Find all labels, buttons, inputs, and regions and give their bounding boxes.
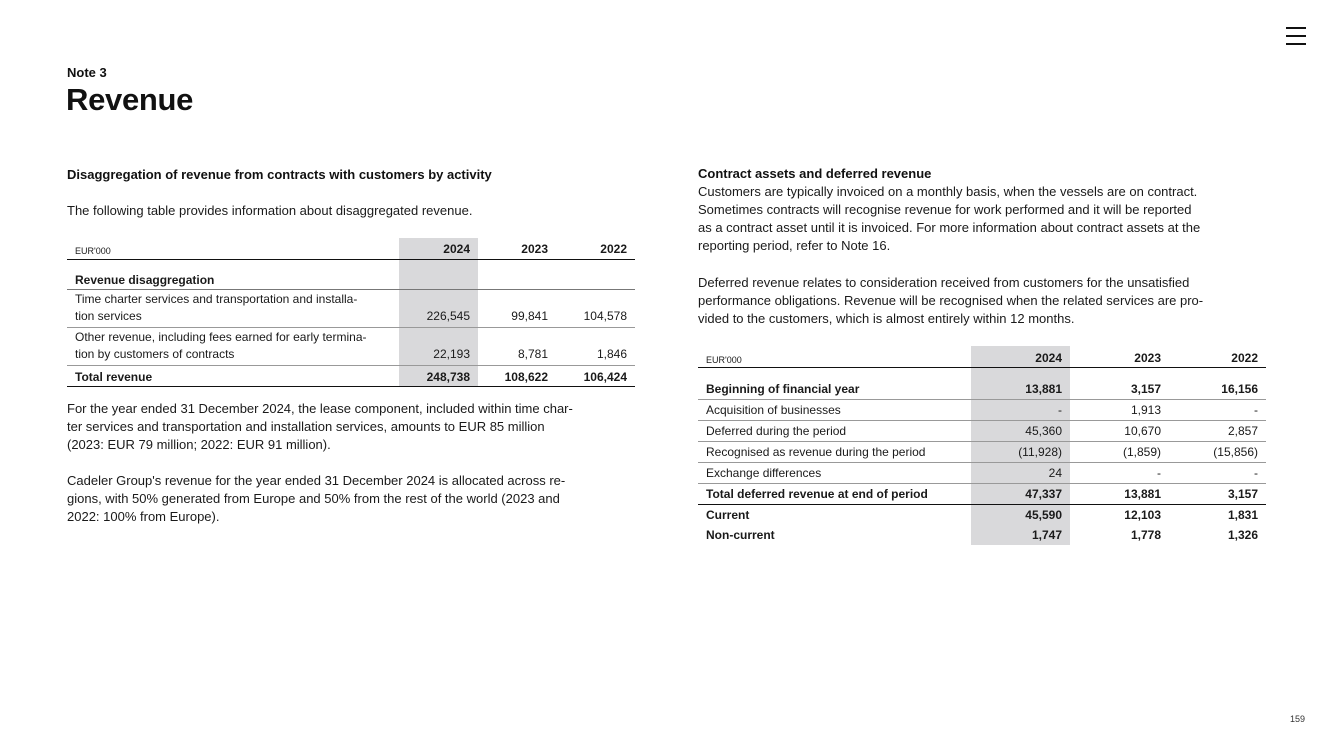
year-header: 2024 xyxy=(399,238,478,259)
contract-assets-text: Customers are typically invoiced on a monthly basis, when the vessels are on contract. Sometimes contracts will recognise revenue for work performed and it will be reported as a contract asset until it is invoiced. For more information about contract assets at the reporting period, refer to Note 16. xyxy=(698,184,1201,253)
table-row xyxy=(698,420,1266,441)
cell-value: 45,360 xyxy=(971,420,1070,441)
cell-value: 45,590 xyxy=(971,504,1070,525)
cell-value: 16,156 xyxy=(1169,367,1266,399)
row-label: Non-current xyxy=(706,528,775,542)
cell-value: 104,578 xyxy=(556,289,635,327)
row-label: Acquisition of businesses xyxy=(698,399,971,420)
year-header: 2023 xyxy=(478,238,556,259)
table-total-row xyxy=(698,483,1266,504)
page-title: Revenue xyxy=(66,82,194,117)
cell-value: 1,846 xyxy=(556,327,635,365)
contract-assets-heading: Contract assets and deferred revenue xyxy=(698,166,932,181)
cell-value: - xyxy=(1070,462,1169,483)
cell-value: 1,747 xyxy=(971,525,1070,545)
cell-value: 1,913 xyxy=(1070,399,1169,420)
cell-value: 22,193 xyxy=(399,327,478,365)
cell-value: 3,157 xyxy=(1070,367,1169,399)
row-label: Beginning of financial year xyxy=(698,367,971,399)
revenue-intro-text: The following table provides information about disaggregated revenue. xyxy=(67,203,473,218)
revenue-disaggregation-table xyxy=(67,238,635,387)
table-total-row xyxy=(67,365,635,386)
cell-value: 24 xyxy=(971,462,1070,483)
cell-value: 13,881 xyxy=(971,367,1070,399)
table-row xyxy=(698,525,1266,545)
year-header: 2023 xyxy=(1070,346,1169,367)
year-header: 2024 xyxy=(971,346,1070,367)
cell-value: 108,622 xyxy=(478,365,556,386)
deferred-revenue-text: Deferred revenue relates to consideration received from customers for the unsatisfied performance obligations. Revenue will be recognised when the related services are pro- vided to the customers, which is almost entirely within 12 months. xyxy=(698,275,1204,326)
cell-value: 226,545 xyxy=(399,289,478,327)
group-label: Revenue disaggregation xyxy=(67,259,399,289)
menu-icon[interactable] xyxy=(1286,26,1306,45)
table-row xyxy=(698,441,1266,462)
revenue-disaggregation-heading: Disaggregation of revenue from contracts with customers by activity xyxy=(67,167,492,182)
table-row xyxy=(67,289,635,327)
cell-value: (1,859) xyxy=(1070,441,1169,462)
cell-value: 1,778 xyxy=(1130,528,1161,542)
cell-value: 106,424 xyxy=(556,365,635,386)
table-header-row xyxy=(67,238,635,259)
row-label: Time charter services and transportation and installa- tion services xyxy=(67,289,399,327)
cell-value: 1,326 xyxy=(1227,528,1258,542)
cell-value: 99,841 xyxy=(478,289,556,327)
cell-value: 1,831 xyxy=(1227,508,1258,522)
cell-value: 2,857 xyxy=(1169,420,1266,441)
row-label: Total deferred revenue at end of period xyxy=(698,483,971,504)
table-row xyxy=(698,504,1266,525)
row-label: Other revenue, including fees earned for early termina- tion by customers of contracts xyxy=(67,327,399,365)
cell-value: - xyxy=(1169,462,1266,483)
cell-value: (15,856) xyxy=(1169,441,1266,462)
unit-label: EUR'000 xyxy=(698,346,971,367)
cell-value: 10,670 xyxy=(1070,420,1169,441)
cell-value: (11,928) xyxy=(971,441,1070,462)
page-number: 159 xyxy=(1290,714,1306,724)
table-header-row xyxy=(698,346,1266,367)
cell-value: 8,781 xyxy=(478,327,556,365)
table-row xyxy=(698,367,1266,399)
cell-value: 12,103 xyxy=(1124,508,1161,522)
cell-value: 248,738 xyxy=(399,365,478,386)
year-header: 2022 xyxy=(556,238,635,259)
row-label: Deferred during the period xyxy=(698,420,971,441)
row-label: Total revenue xyxy=(67,365,399,386)
unit-label: EUR'000 xyxy=(67,238,399,259)
table-row xyxy=(67,327,635,365)
deferred-revenue-table xyxy=(698,346,1266,545)
table-row xyxy=(698,399,1266,420)
row-label: Recognised as revenue during the period xyxy=(698,441,971,462)
table-row xyxy=(698,462,1266,483)
row-label: Current xyxy=(706,508,750,522)
regional-revenue-text: Cadeler Group's revenue for the year ended 31 December 2024 is allocated across re- gions, with 50% generated from Europe and 50% from the rest of the world (2023 and 2022: 100% from Europe). xyxy=(67,473,566,524)
year-header: 2022 xyxy=(1169,346,1266,367)
cell-value: - xyxy=(971,399,1070,420)
cell-value: - xyxy=(1169,399,1266,420)
cell-value: 3,157 xyxy=(1169,483,1266,504)
row-label: Exchange differences xyxy=(698,462,971,483)
lease-component-text: For the year ended 31 December 2024, the lease component, included within time char- ter services and transportation and installation services, amounts to EUR 85 million (2023: EUR 79 million; 2022: EUR 91 million). xyxy=(67,401,573,452)
cell-value: 47,337 xyxy=(971,483,1070,504)
table-group-row xyxy=(67,259,635,289)
note-label: Note 3 xyxy=(67,65,107,80)
cell-value: 13,881 xyxy=(1070,483,1169,504)
